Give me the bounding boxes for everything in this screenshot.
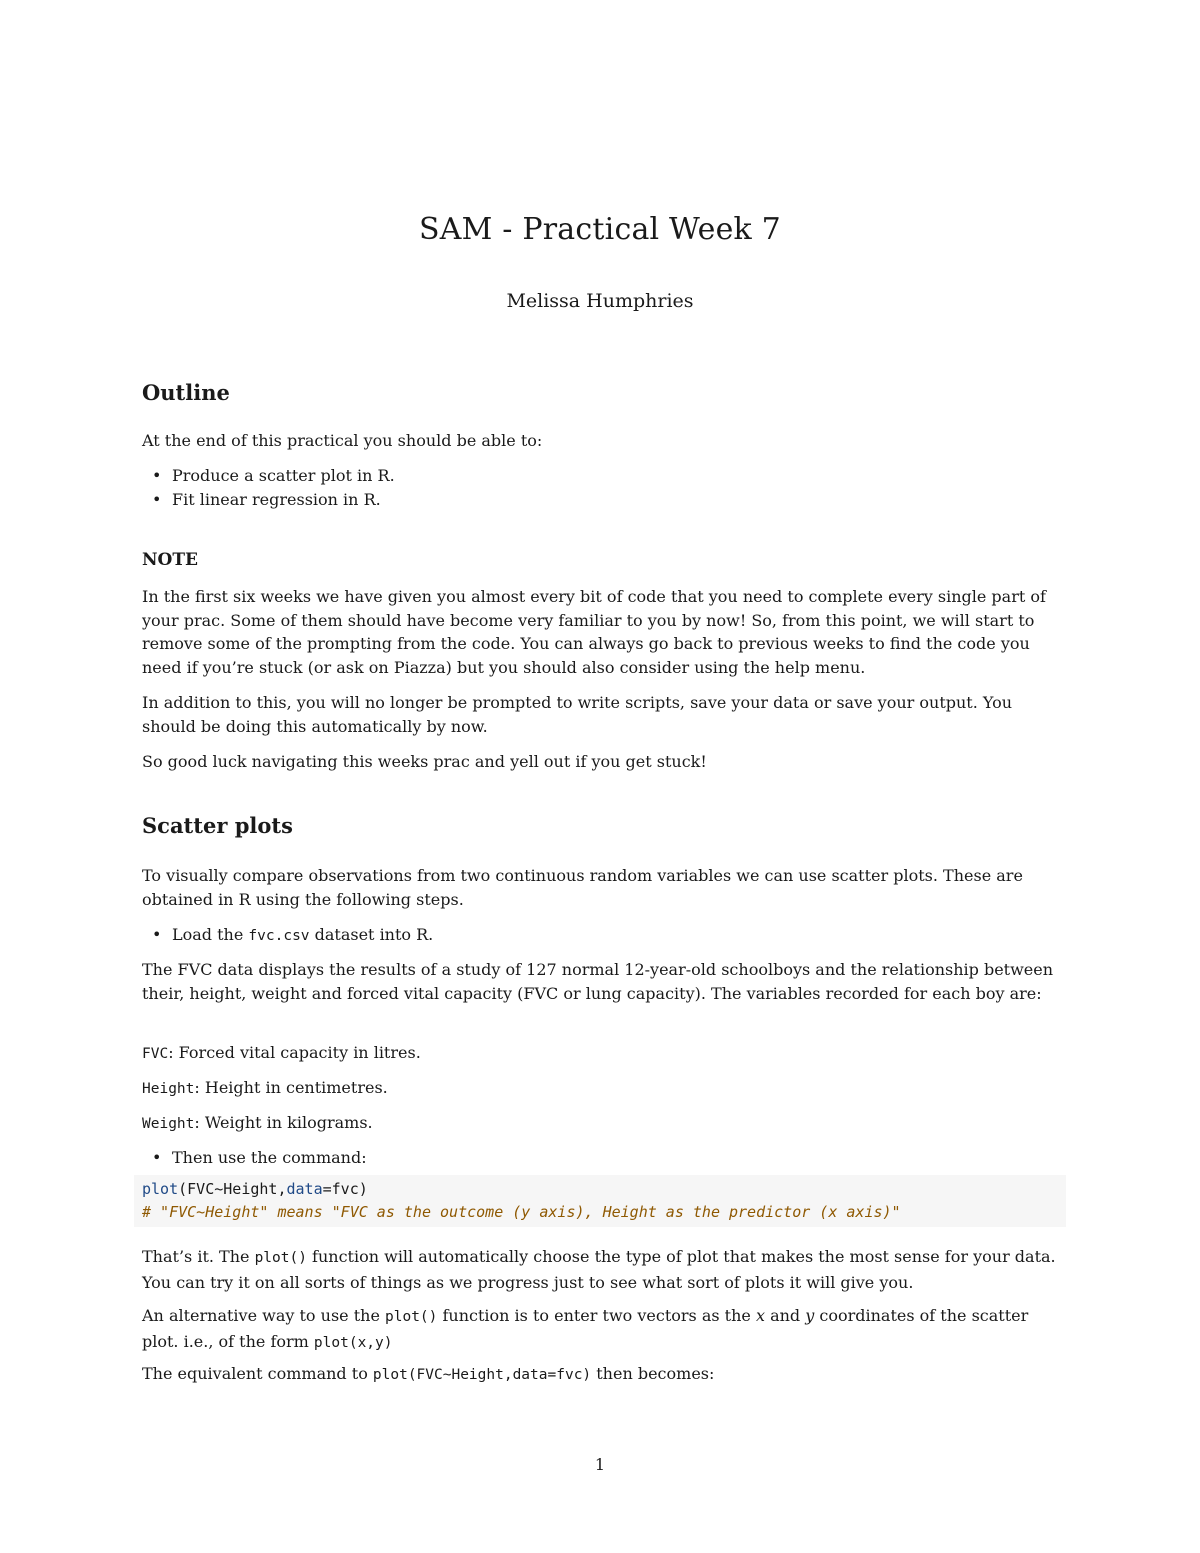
bullet-text: dataset into R. [309,925,434,944]
paragraph-text: function is to enter two vectors as the [437,1306,756,1325]
paragraph-text: function will automatically choose the type of plot that makes the most sense for your data. You can try it on all sorts of things as we progress just to see what sort of plots it will give you. [142,1247,1056,1292]
paragraph-text: and [764,1306,806,1325]
scatter-intro: To visually compare observations from two continuous random variables we can use scatter plots. These are obtained in R using the following steps. [142,866,1023,909]
code-function: plot [142,1180,179,1198]
code-line-1 [142,1178,1066,1201]
page-number: 1 [594,1455,606,1474]
variable-desc: : Weight in kilograms. [194,1113,373,1132]
plot-alternative [142,1304,1060,1355]
note-paragraph-3: So good luck navigating this weeks prac and yell out if you get stuck! [142,752,707,771]
inline-code-plot: plot() [385,1309,438,1325]
scatter-bullet-load [172,923,1052,948]
code-operator: = [322,1180,332,1198]
note-paragraph-1: In the first six weeks we have given you almost every bit of code that you need to complete every single part of your prac. Some of them should have become very familiar to you by now! So, from this point, we will start to remove some of the prompting from the code. You can always go back to previous weeks to find the code you need if you’re stuck (or ask on Piazza) but you should also consider using the help menu. [142,587,1046,677]
inline-code-var: Height [142,1081,195,1097]
math-x: x [755,1306,765,1325]
paragraph-text: An alternative way to use the [142,1306,385,1325]
document-title: SAM - Practical Week 7 [419,212,781,247]
paragraph-text: then becomes: [591,1364,715,1383]
paragraph-text: That’s it. The [142,1247,255,1266]
variable-weight [142,1111,1060,1137]
variable-desc: : Forced vital capacity in litres. [168,1043,421,1062]
inline-code-filename: fvc.csv [248,928,310,944]
inline-code-command: plot(FVC~Height,data=fvc) [372,1367,592,1383]
plot-equivalent [142,1362,1060,1388]
math-y: y [805,1306,815,1325]
paragraph-text: coordinates of the scatter plot. i.e., of the form [142,1306,1029,1351]
variable-fvc [142,1041,1060,1067]
document-author: Melissa Humphries [506,290,694,312]
bullet-text: Load the [172,925,249,944]
note-heading: NOTE [142,550,198,570]
outline-bullet-1: • Produce a scatter plot in R. [172,464,1052,487]
outline-intro: At the end of this practical you should be able to: [142,431,543,450]
code-comment: # "FVC~Height" means "FVC as the outcome (y axis), Height as the predictor (x axis)" [142,1203,901,1221]
variable-height [142,1076,1060,1102]
note-paragraph-2: In addition to this, you will no longer be prompted to write scripts, save your data or save your output. You should be doing this automatically by now. [142,693,1013,736]
code-text: fvc) [331,1180,368,1198]
inline-code-plotxy: plot(x,y) [313,1334,393,1351]
outline-bullet-2: • Fit linear regression in R. [172,488,1052,511]
code-block [134,1175,1066,1227]
inline-code-var: FVC [142,1046,169,1062]
plot-explanation [142,1245,1060,1294]
outline-heading: Outline [142,380,230,405]
fvc-description: The FVC data displays the results of a study of 127 normal 12-year-old schoolboys and the relationship between their, height, weight and forced vital capacity (FVC or lung capacity). The variables recorded for each boy are: [142,960,1054,1003]
inline-code-var: Weight [142,1116,195,1132]
paragraph-text: The equivalent command to [142,1364,373,1383]
code-argument: data [286,1180,323,1198]
code-text: (FVC~Height, [178,1180,287,1198]
variable-desc: : Height in centimetres. [194,1078,388,1097]
scatter-bullet-command: • Then use the command: [172,1146,1052,1169]
inline-code-plot: plot() [254,1250,307,1266]
scatter-heading: Scatter plots [142,813,293,838]
